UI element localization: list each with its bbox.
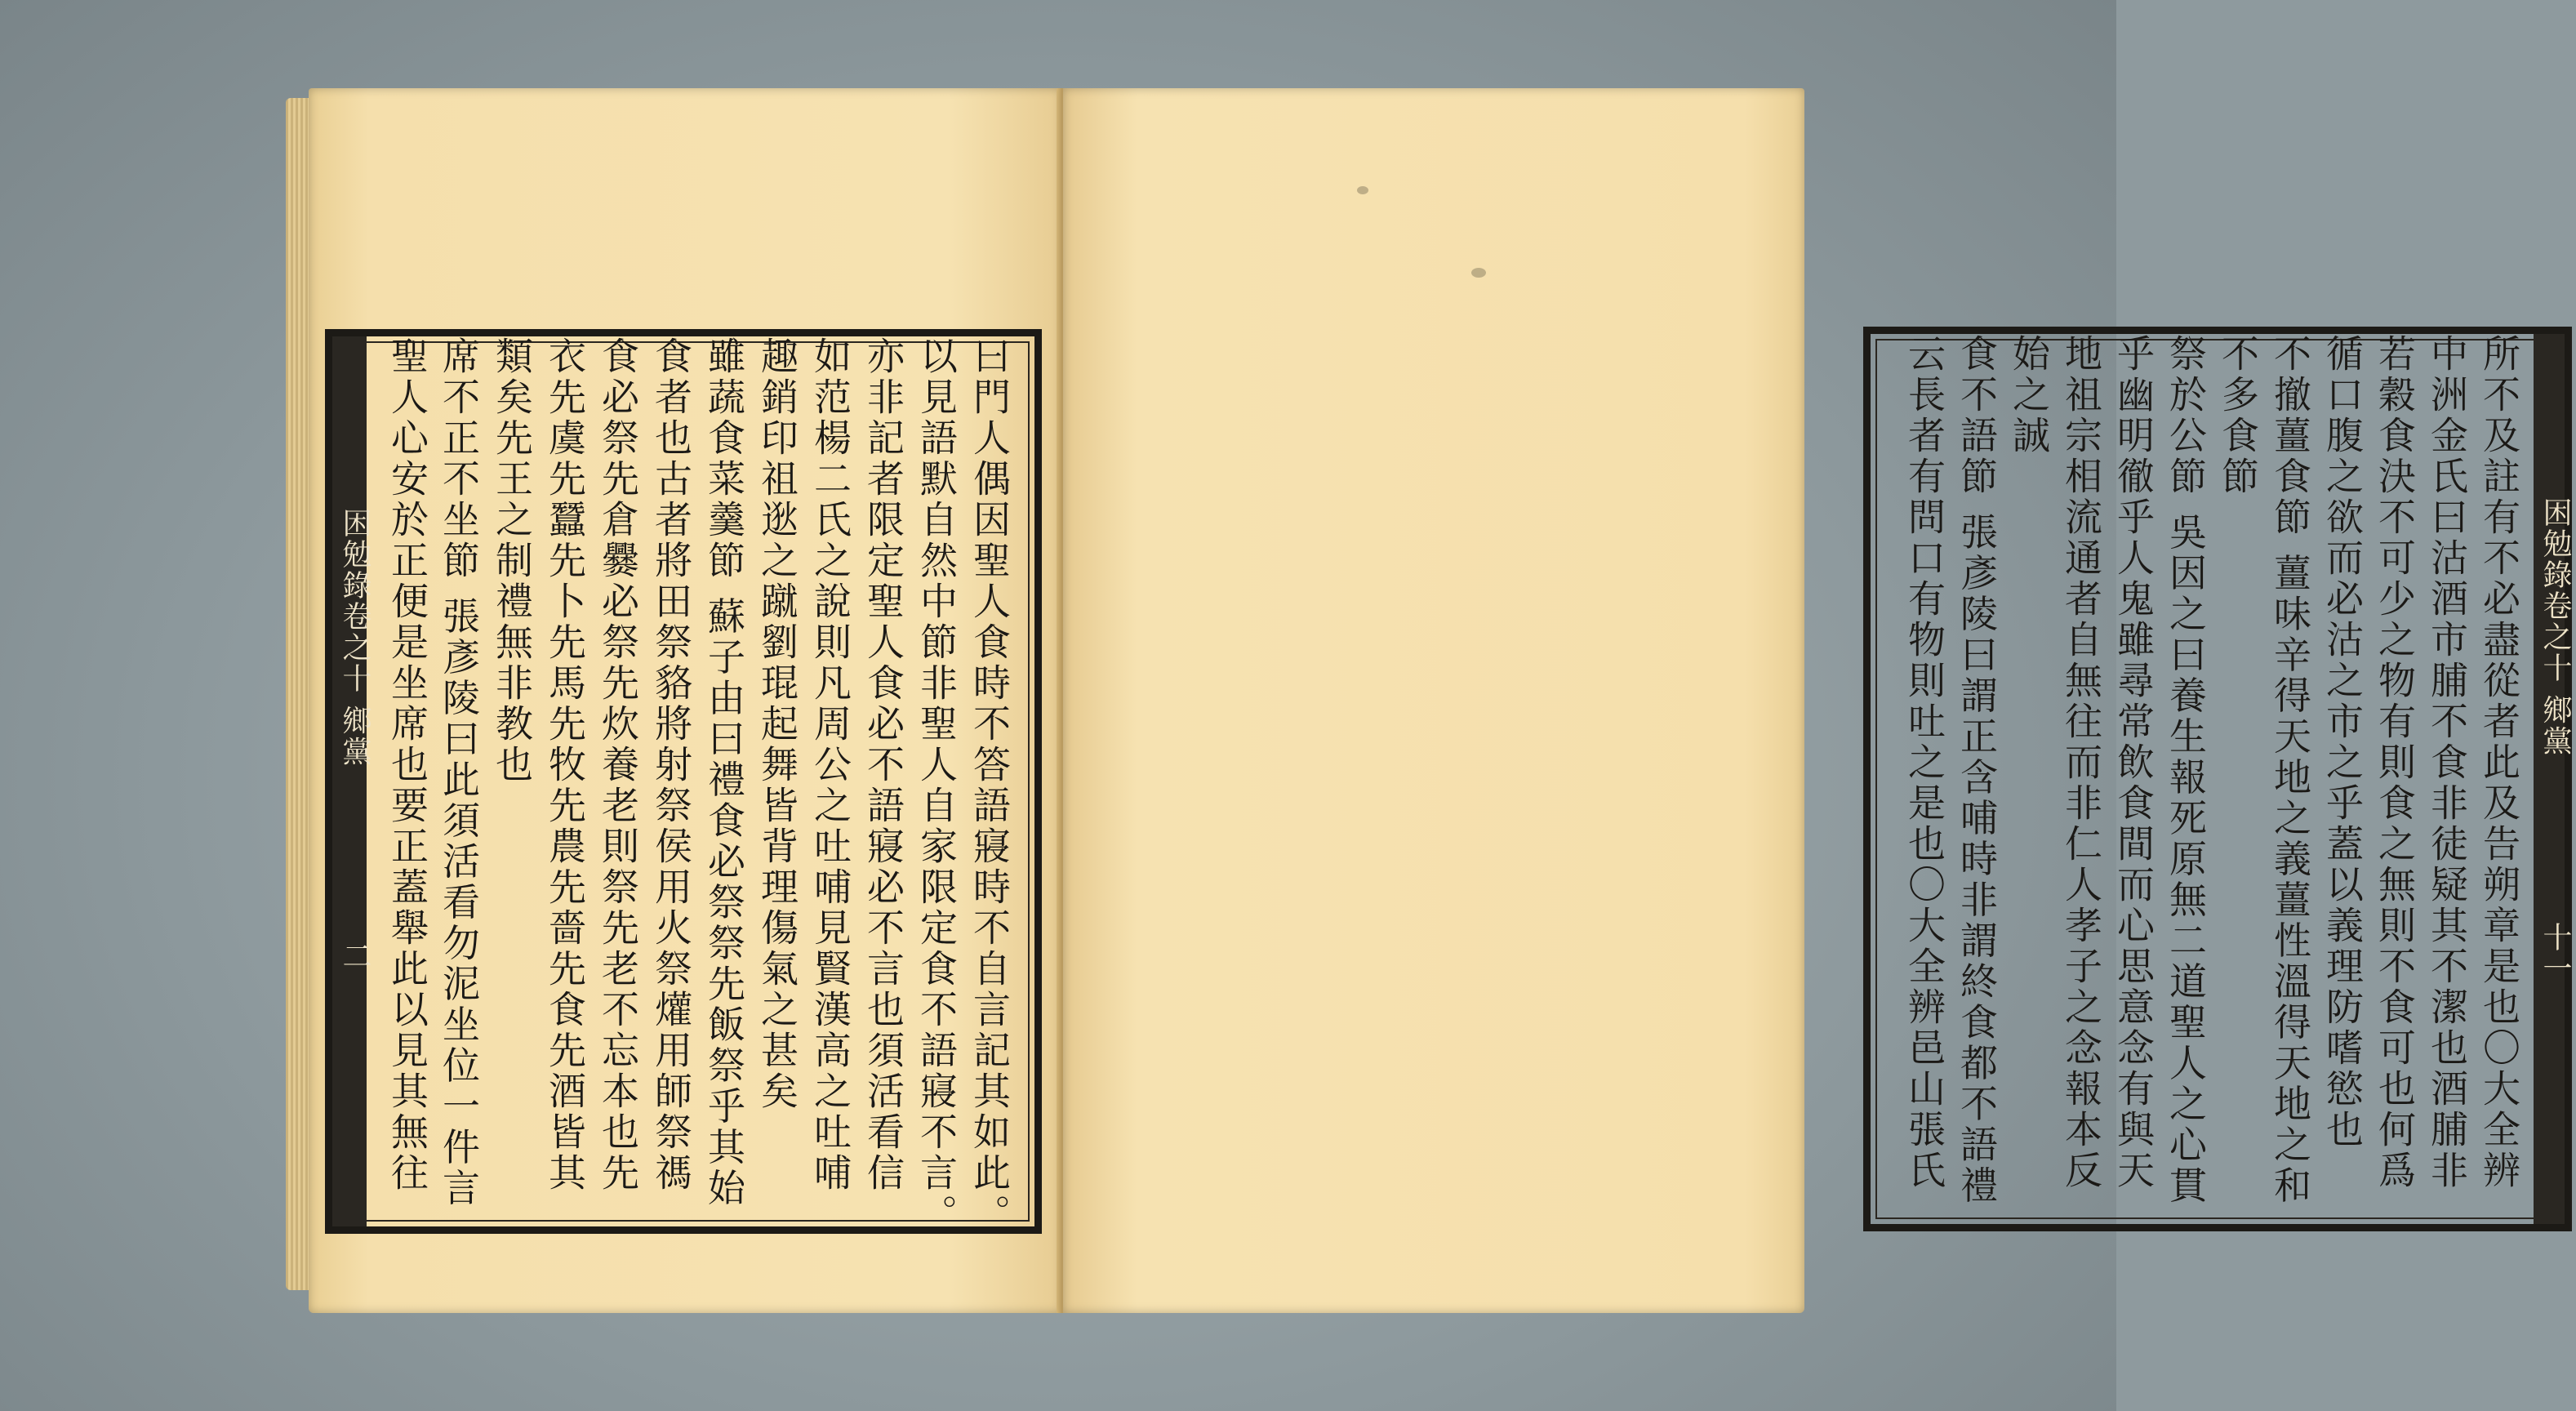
right-folio-number: 十一	[2538, 922, 2572, 984]
left-margin-band	[332, 336, 371, 1226]
left-col-8: 食必祭先倉爨必祭先炊養老則祭先老不忘本也先	[596, 336, 640, 1194]
left-col-7: 食者也古者將田祭貉將射祭侯用火祭爟用師祭禡	[649, 336, 693, 1194]
right-col-5: 不撤薑食節 薑味辛得天地之義薑性溫得天地之和	[2268, 334, 2312, 1207]
right-text-frame	[1863, 327, 2572, 1231]
right-col-9: 地祖宗相流通者自無往而非仁人孝子之念報本反	[2059, 334, 2103, 1191]
right-col-6: 不多食節	[2216, 334, 2260, 497]
right-margin-band	[2534, 334, 2572, 1224]
left-col-2: 以見語默自然中節非聖人自家限定食不語寢不言。	[914, 336, 959, 1235]
left-margin-title: 困勉錄卷之十 鄉黨	[338, 508, 371, 768]
ink-spot	[1357, 186, 1368, 194]
right-col-11: 食不語節 張彥陵曰謂正含哺時非謂終食都不語禮	[1955, 334, 1999, 1207]
right-col-4: 循口腹之欲而必沽之市之乎蓋以義理防嗜慾也	[2320, 334, 2365, 1151]
left-col-4: 如范楊二氏之說則凡周公之吐哺見賢漢高之吐哺	[808, 336, 852, 1194]
left-col-10: 類矣先王之制禮無非教也	[490, 336, 534, 786]
right-col-2: 中洲金氏曰沽酒市脯不食非徒疑其不潔也酒脯非	[2425, 334, 2469, 1191]
right-col-8: 乎幽明徹乎人鬼雖尋常飲食間而心思意念有與天	[2111, 334, 2156, 1191]
left-col-6: 雖蔬食菜羹節 蘇子由曰禮食必祭祭先飯祭乎其始	[702, 336, 746, 1209]
left-col-1: 曰門人偶因聖人食時不答語寢時不自言記其如此。	[968, 336, 1012, 1235]
right-page	[1063, 88, 2572, 1313]
right-col-1: 所不及註有不必盡從者此及告朔章是也〇大全辨	[2477, 334, 2521, 1191]
left-col-9: 衣先虞先蠶先卜先馬先牧先農先嗇先食先酒皆其	[543, 336, 587, 1194]
left-col-11: 席不正不坐節 張彥陵曰此須活看勿泥坐位一件言	[437, 336, 481, 1209]
right-margin-title: 困勉錄卷之十 鄉黨	[2538, 497, 2572, 757]
left-col-3: 亦非記者限定聖人食必不語寢必不言也須活看信	[861, 336, 905, 1194]
left-page	[309, 88, 1061, 1313]
right-col-7: 祭於公節 吳因之曰養生報死原無二道聖人之心貫	[2164, 334, 2208, 1207]
left-col-12: 聖人心安於正便是坐席也要正蓋舉此以見其無往	[385, 336, 429, 1194]
right-col-3: 若穀食決不可少之物有則食之無則不食可也何爲	[2373, 334, 2417, 1191]
right-col-12: 云長者有問口有物則吐之是也〇大全辨邑山張氏	[1902, 334, 1946, 1191]
ink-spot	[1471, 268, 1486, 278]
left-text-frame	[325, 329, 1042, 1234]
right-col-10: 始之誠	[2007, 334, 2051, 456]
open-book	[286, 82, 2572, 1327]
left-col-5: 趣銷印祖逖之蹴劉琨起舞皆背理傷氣之甚矣	[755, 336, 799, 1112]
left-folio-number: 二	[338, 941, 371, 972]
